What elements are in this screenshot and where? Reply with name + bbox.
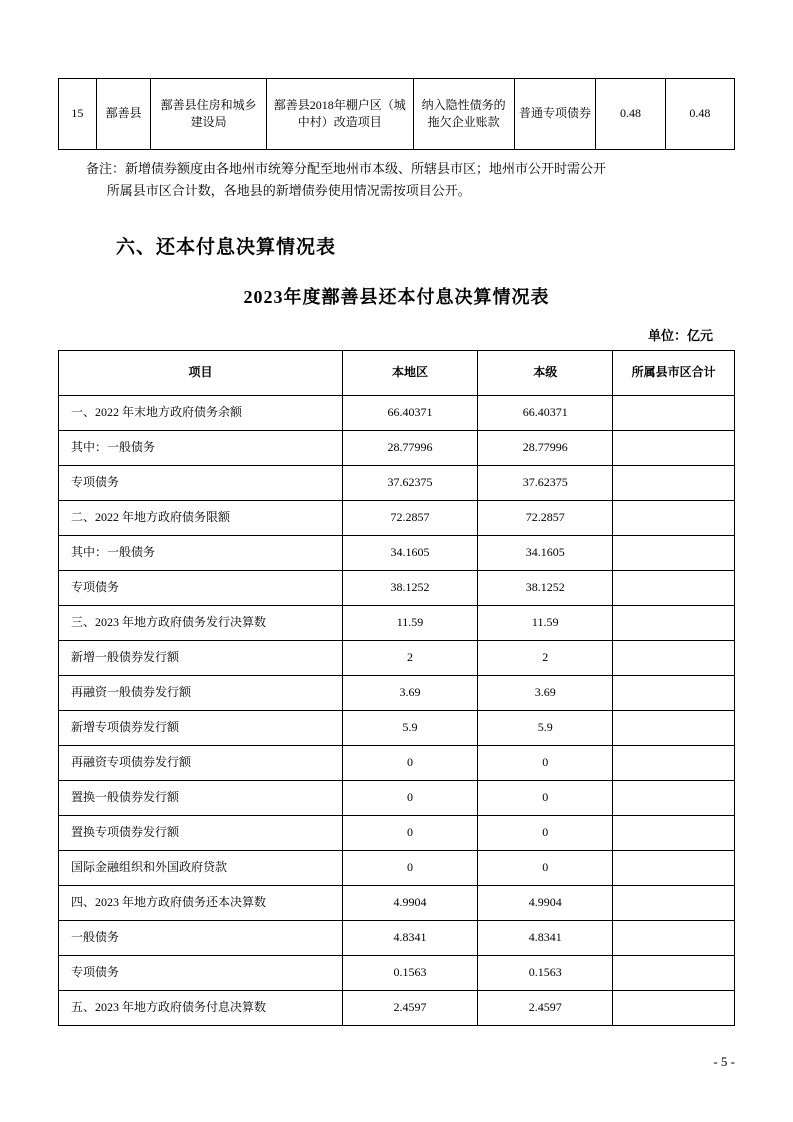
cell-subtotal	[613, 886, 735, 921]
cell-local: 2	[342, 641, 477, 676]
header-local: 本地区	[342, 351, 477, 396]
header-level: 本级	[478, 351, 613, 396]
table-row	[59, 746, 735, 781]
cell-subtotal	[613, 921, 735, 956]
cell-subtotal	[613, 711, 735, 746]
cell-item: 再融资一般债券发行额	[59, 676, 343, 711]
cell-subtotal	[613, 851, 735, 886]
table-row	[59, 641, 735, 676]
note-line-1: 备注：新增债券额度由各地州市统筹分配至地州市本级、所辖县市区；地州市公开时需公开	[86, 161, 607, 176]
cell-item: 置换专项债券发行额	[59, 816, 343, 851]
cell-level: 0	[478, 781, 613, 816]
cell-local: 2.4597	[342, 991, 477, 1026]
cell-subtotal	[613, 676, 735, 711]
cell-amount-local: 0.48	[596, 79, 665, 150]
cell-level: 72.2857	[478, 501, 613, 536]
cell-item: 一、2022 年末地方政府债务余额	[59, 396, 343, 431]
cell-level: 0	[478, 851, 613, 886]
cell-local: 66.40371	[342, 396, 477, 431]
cell-level: 0.1563	[478, 956, 613, 991]
debt-settlement-body	[59, 396, 735, 1026]
table-row	[59, 956, 735, 991]
header-item: 项目	[59, 351, 343, 396]
cell-local: 0	[342, 781, 477, 816]
cell-item: 二、2022 年地方政府债务限额	[59, 501, 343, 536]
cell-subtotal	[613, 466, 735, 501]
cell-unit: 鄯善县住房和城乡建设局	[151, 79, 266, 150]
cell-subtotal	[613, 641, 735, 676]
table-header-row	[59, 351, 735, 396]
cell-subtotal	[613, 571, 735, 606]
table-note	[58, 158, 735, 202]
cell-item: 其中：一般债务	[59, 536, 343, 571]
cell-subtotal	[613, 606, 735, 641]
cell-item: 新增专项债券发行额	[59, 711, 343, 746]
cell-local: 3.69	[342, 676, 477, 711]
cell-level: 28.77996	[478, 431, 613, 466]
table-row	[59, 79, 735, 150]
cell-local: 11.59	[342, 606, 477, 641]
cell-item: 五、2023 年地方政府债务付息决算数	[59, 991, 343, 1026]
cell-subtotal	[613, 501, 735, 536]
cell-level: 2.4597	[478, 991, 613, 1026]
table-row	[59, 431, 735, 466]
cell-item: 专项债务	[59, 956, 343, 991]
cell-subtotal	[613, 956, 735, 991]
cell-subtotal	[613, 536, 735, 571]
cell-level: 0	[478, 816, 613, 851]
cell-level: 3.69	[478, 676, 613, 711]
continued-bond-table	[58, 78, 735, 150]
cell-level: 37.62375	[478, 466, 613, 501]
cell-local: 72.2857	[342, 501, 477, 536]
table-row	[59, 501, 735, 536]
cell-local: 37.62375	[342, 466, 477, 501]
table-row	[59, 711, 735, 746]
cell-level: 0	[478, 746, 613, 781]
cell-subtotal	[613, 816, 735, 851]
cell-number: 15	[59, 79, 97, 150]
cell-level: 2	[478, 641, 613, 676]
unit-label: 单位：亿元	[647, 328, 713, 344]
cell-item: 三、2023 年地方政府债务发行决算数	[59, 606, 343, 641]
cell-local: 38.1252	[342, 571, 477, 606]
cell-item: 专项债务	[59, 571, 343, 606]
table-row	[59, 886, 735, 921]
cell-item: 专项债务	[59, 466, 343, 501]
cell-subtotal	[613, 746, 735, 781]
cell-local: 0	[342, 851, 477, 886]
cell-subtotal	[613, 991, 735, 1026]
cell-level: 5.9	[478, 711, 613, 746]
cell-level: 38.1252	[478, 571, 613, 606]
cell-level: 4.8341	[478, 921, 613, 956]
cell-local: 0.1563	[342, 956, 477, 991]
cell-subtotal	[613, 781, 735, 816]
cell-item: 国际金融组织和外国政府贷款	[59, 851, 343, 886]
main-table-title: 2023年度鄯善县还本付息决算情况表	[243, 287, 550, 308]
cell-local: 28.77996	[342, 431, 477, 466]
cell-local: 0	[342, 746, 477, 781]
cell-item: 一般债务	[59, 921, 343, 956]
note-line-2: 所属县市区合计数，各地县的新增债券使用情况需按项目公开。	[106, 183, 471, 199]
cell-local: 4.8341	[342, 921, 477, 956]
table-row	[59, 851, 735, 886]
cell-subtotal	[613, 431, 735, 466]
cell-subtotal	[613, 396, 735, 431]
cell-level: 4.9904	[478, 886, 613, 921]
table-row	[59, 991, 735, 1026]
table-row	[59, 781, 735, 816]
cell-local: 4.9904	[342, 886, 477, 921]
cell-local: 34.1605	[342, 536, 477, 571]
debt-settlement-table	[58, 350, 735, 1026]
cell-level: 66.40371	[478, 396, 613, 431]
cell-item: 置换一般债券发行额	[59, 781, 343, 816]
table-row	[59, 466, 735, 501]
table-row	[59, 606, 735, 641]
cell-item: 新增一般债券发行额	[59, 641, 343, 676]
table-row	[59, 396, 735, 431]
table-row	[59, 536, 735, 571]
table-row	[59, 676, 735, 711]
cell-item: 再融资专项债券发行额	[59, 746, 343, 781]
cell-bond-type: 普通专项债券	[514, 79, 596, 150]
cell-item: 四、2023 年地方政府债务还本决算数	[59, 886, 343, 921]
table-row	[59, 571, 735, 606]
cell-level: 34.1605	[478, 536, 613, 571]
cell-local: 0	[342, 816, 477, 851]
header-subtotal: 所属县市区合计	[613, 351, 735, 396]
cell-use: 纳入隐性债务的拖欠企业账款	[413, 79, 514, 150]
page-number: - 5 -	[713, 1054, 735, 1069]
cell-local: 5.9	[342, 711, 477, 746]
table-row	[59, 921, 735, 956]
cell-item: 其中：一般债务	[59, 431, 343, 466]
section-heading: 六、还本付息决算情况表	[116, 237, 337, 259]
cell-amount-level: 0.48	[665, 79, 734, 150]
cell-level: 11.59	[478, 606, 613, 641]
cell-area: 鄯善县	[96, 79, 151, 150]
cell-project: 鄯善县2018年棚户区（城中村）改造项目	[266, 79, 413, 150]
table-row	[59, 816, 735, 851]
